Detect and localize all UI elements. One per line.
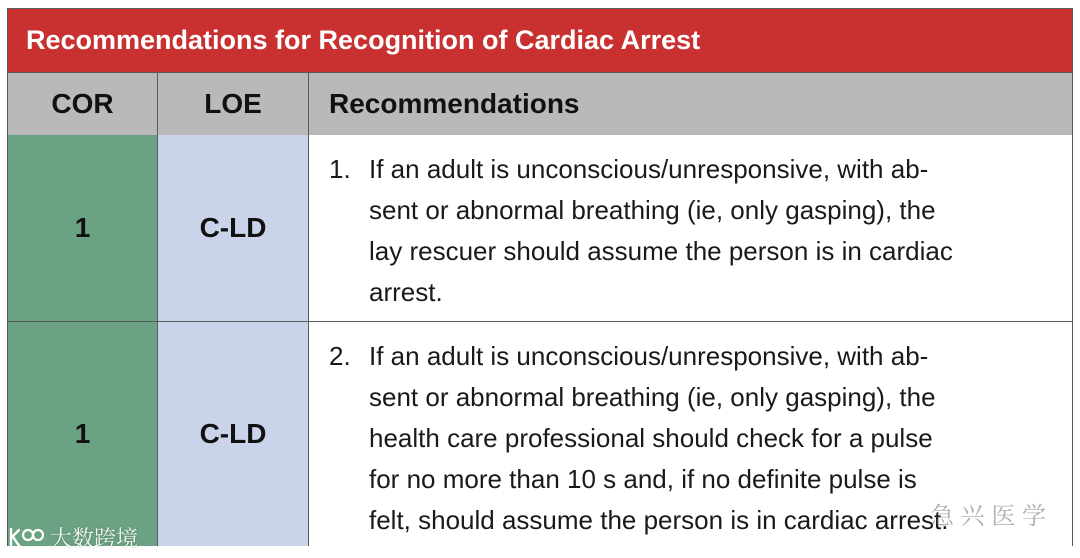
header-cor: COR [8, 73, 158, 135]
recommendation-line: If an adult is unconscious/unresponsive, with ab- [369, 341, 929, 371]
logo-icon [8, 527, 44, 549]
recommendation-cell [309, 135, 1072, 321]
recommendation-line: arrest. [369, 277, 443, 307]
loe-cell: C-LD [158, 322, 309, 546]
recommendation-line: sent or abnormal breathing (ie, only gasping), the [369, 382, 936, 412]
table-row [8, 135, 1072, 322]
recommendation-line: for no more than 10 s and, if no definite pulse is [369, 464, 917, 494]
recommendation-line: felt, should assume the person is in cardiac arrest. [369, 505, 949, 535]
loe-cell: C-LD [158, 135, 309, 321]
header-recommendations: Recommendations [329, 88, 580, 119]
table-title: Recommendations for Recognition of Cardiac Arrest [8, 9, 1072, 73]
recommendation-number: 2. [329, 341, 351, 371]
recommendation-line: sent or abnormal breathing (ie, only gasping), the [369, 195, 936, 225]
recommendation-text [369, 149, 953, 313]
cor-cell: 1 [8, 322, 158, 546]
table-row [8, 322, 1072, 546]
watermark-logo [8, 522, 138, 553]
recommendation-line: lay rescuer should assume the person is in cardiac [369, 236, 953, 266]
recommendation-text [369, 336, 949, 541]
header-loe: LOE [158, 73, 309, 135]
recommendation-number: 1. [329, 154, 351, 184]
table-header-row [8, 73, 1072, 136]
recommendation-line: health care professional should check for a pulse [369, 423, 933, 453]
recommendation-line: If an adult is unconscious/unresponsive, with ab- [369, 154, 929, 184]
cor-cell: 1 [8, 135, 158, 321]
watermark-logo-text: 大数跨境 [50, 526, 139, 551]
watermark-text: 急 兴 医 学 [930, 503, 1047, 530]
recommendations-table [7, 8, 1073, 546]
